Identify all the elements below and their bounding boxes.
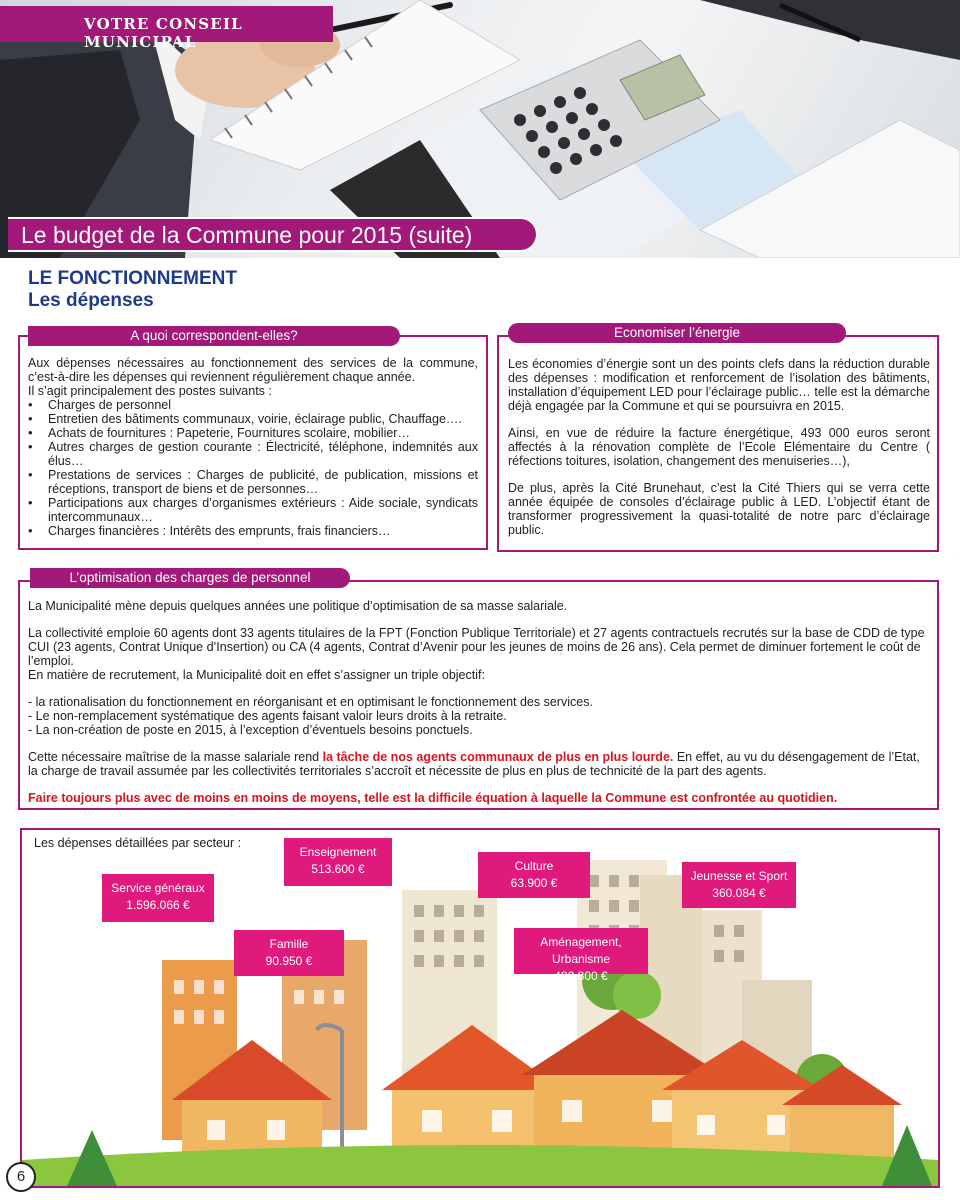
energy-saving-tab: Economiser l’énergie	[508, 323, 846, 343]
section-tag: VOTRE CONSEIL MUNICIPAL	[0, 6, 333, 42]
sector-amount: 482.800 €	[554, 969, 608, 983]
expenses-definition-content	[28, 356, 478, 538]
sector-amount: 63.900 €	[510, 876, 558, 890]
sector-card-services-generaux	[102, 874, 214, 922]
optimisation-paragraph: La Municipalité mène depuis quelques années une politique d’optimisation de sa masse salariale.	[28, 599, 568, 613]
sector-amount: 513.600 €	[311, 862, 365, 876]
list-item: • Charges financières : Intérêts des emprunts, frais financiers…	[28, 524, 478, 538]
text-run: En effet, au vu du désengagement de l’Etat, la charge de travail assumée par les collectivités territoriales s’accroît et nécessite de plus en plus de technicité de la part des agents.	[28, 750, 920, 778]
sector-panel-label: Les dépenses détaillées par secteur :	[34, 836, 242, 850]
energy-paragraph: Ainsi, en vue de réduire la facture énergétique, 493 000 euros seront affectés à la rénovation complète de l’Ecole Elémentaire du Centre ( réfections toitures, isolation, changement des menuiseries…),	[508, 426, 930, 468]
energy-paragraph: Les économies d’énergie sont un des points clefs dans la réduction durable des dépenses : modification et renforcement de l’isolation des bâtiments, installation d’équipement LED pour l’éclairage public… telle est la démarche déjà engagée par la Commune et qui se poursuivra en 2015.	[508, 357, 930, 413]
list-item: • Entretien des bâtiments communaux, voirie, éclairage public, Chauffage….	[28, 412, 478, 426]
expenses-list	[28, 398, 478, 538]
sector-card-culture	[478, 852, 590, 898]
objective-item: - La non-création de poste en 2015, à l’exception d’éventuels besoins ponctuels.	[28, 723, 473, 737]
objective-item: - Le non-remplacement systématique des agents faisant valoir leurs droits à la retraite.	[28, 709, 507, 723]
list-item: • Charges de personnel	[28, 398, 478, 412]
page-number: 6	[6, 1162, 36, 1192]
sector-card-famille	[234, 930, 344, 976]
text-run: Cette nécessaire maîtrise de la masse salariale rend	[28, 750, 323, 764]
list-item: • Participations aux charges d’organismes extérieurs : Aide sociale, syndicats intercommunaux…	[28, 496, 478, 524]
expenses-intro: Aux dépenses nécessaires au fonctionnement des services de la commune, c’est-à-dire les dépenses qui reviennent régulièrement chaque année.	[28, 356, 478, 384]
section-heading: LE FONCTIONNEMENT	[28, 268, 237, 289]
staff-optimisation-content	[28, 599, 933, 805]
staff-optimisation-tab: L’optimisation des charges de personnel	[30, 568, 350, 588]
optimisation-paragraph	[28, 750, 933, 778]
objective-item: - la rationalisation du fonctionnement en réorganisant et en optimisant le fonctionnement des services.	[28, 695, 593, 709]
sector-name: Famille	[269, 937, 309, 951]
sector-name: Service généraux	[111, 881, 205, 895]
optimisation-paragraph: En matière de recrutement, la Municipalité doit en effet s’assigner un triple objectif:	[28, 668, 485, 682]
highlight-text: la tâche de nos agents communaux de plus en plus lourde.	[322, 750, 674, 764]
optimisation-paragraph: La collectivité emploie 60 agents dont 33 agents titulaires de la FPT (Fonction Publique Territoriale) et 27 agents contractuels recrutés sur la base de CDD de type CUI (23 agents, Contrat Unique d’Insertion) ou CA (4 agents, Contrat d’Avenir pour les jeunes de moins de 26 ans). Cela permet de diminuer fortement le coût de l’emploi.	[28, 626, 925, 668]
sector-expenses-panel	[20, 828, 940, 1188]
expenses-lead: Il s’agit principalement des postes suivants :	[28, 384, 272, 398]
list-item: • Prestations de services : Charges de publicité, de publication, missions et réceptions, transport de biens et de personnes…	[28, 468, 478, 496]
section-subheading: Les dépenses	[28, 290, 154, 311]
list-item: • Achats de fournitures : Papeterie, Fournitures scolaire, mobilier…	[28, 426, 478, 440]
energy-paragraph: De plus, après la Cité Brunehaut, c’est la Cité Thiers qui se verra cette année équipée de consoles d’éclairage public à LED. L’objectif étant de transformer progressivement la quasi-totalité de notre parc d’éclairage public.	[508, 481, 930, 537]
list-item: • Autres charges de gestion courante : Électricité, téléphone, indemnités aux élus…	[28, 440, 478, 468]
sector-amount: 90.950 €	[265, 954, 313, 968]
sector-name: Enseignement	[299, 845, 377, 859]
expenses-definition-tab: A quoi correspondent-elles?	[28, 326, 400, 346]
page-title: Le budget de la Commune pour 2015 (suite)	[8, 217, 538, 252]
sector-name: Jeunesse et Sport	[690, 869, 788, 883]
sector-amount: 360.084 €	[712, 886, 766, 900]
sector-amount: 1.596.066 €	[126, 898, 190, 912]
sector-card-amenagement-urbanisme	[514, 928, 648, 983]
sector-name: Culture	[514, 859, 554, 873]
hero-banner	[0, 0, 960, 258]
sector-card-enseignement	[284, 838, 392, 886]
sector-card-jeunesse-sport	[682, 862, 796, 908]
sector-name: Aménagement, Urbanisme	[540, 935, 622, 966]
conclusion-text: Faire toujours plus avec de moins en moins de moyens, telle est la difficile équation à laquelle la Commune est confrontée au quotidien.	[28, 791, 838, 805]
energy-saving-content	[508, 357, 930, 537]
